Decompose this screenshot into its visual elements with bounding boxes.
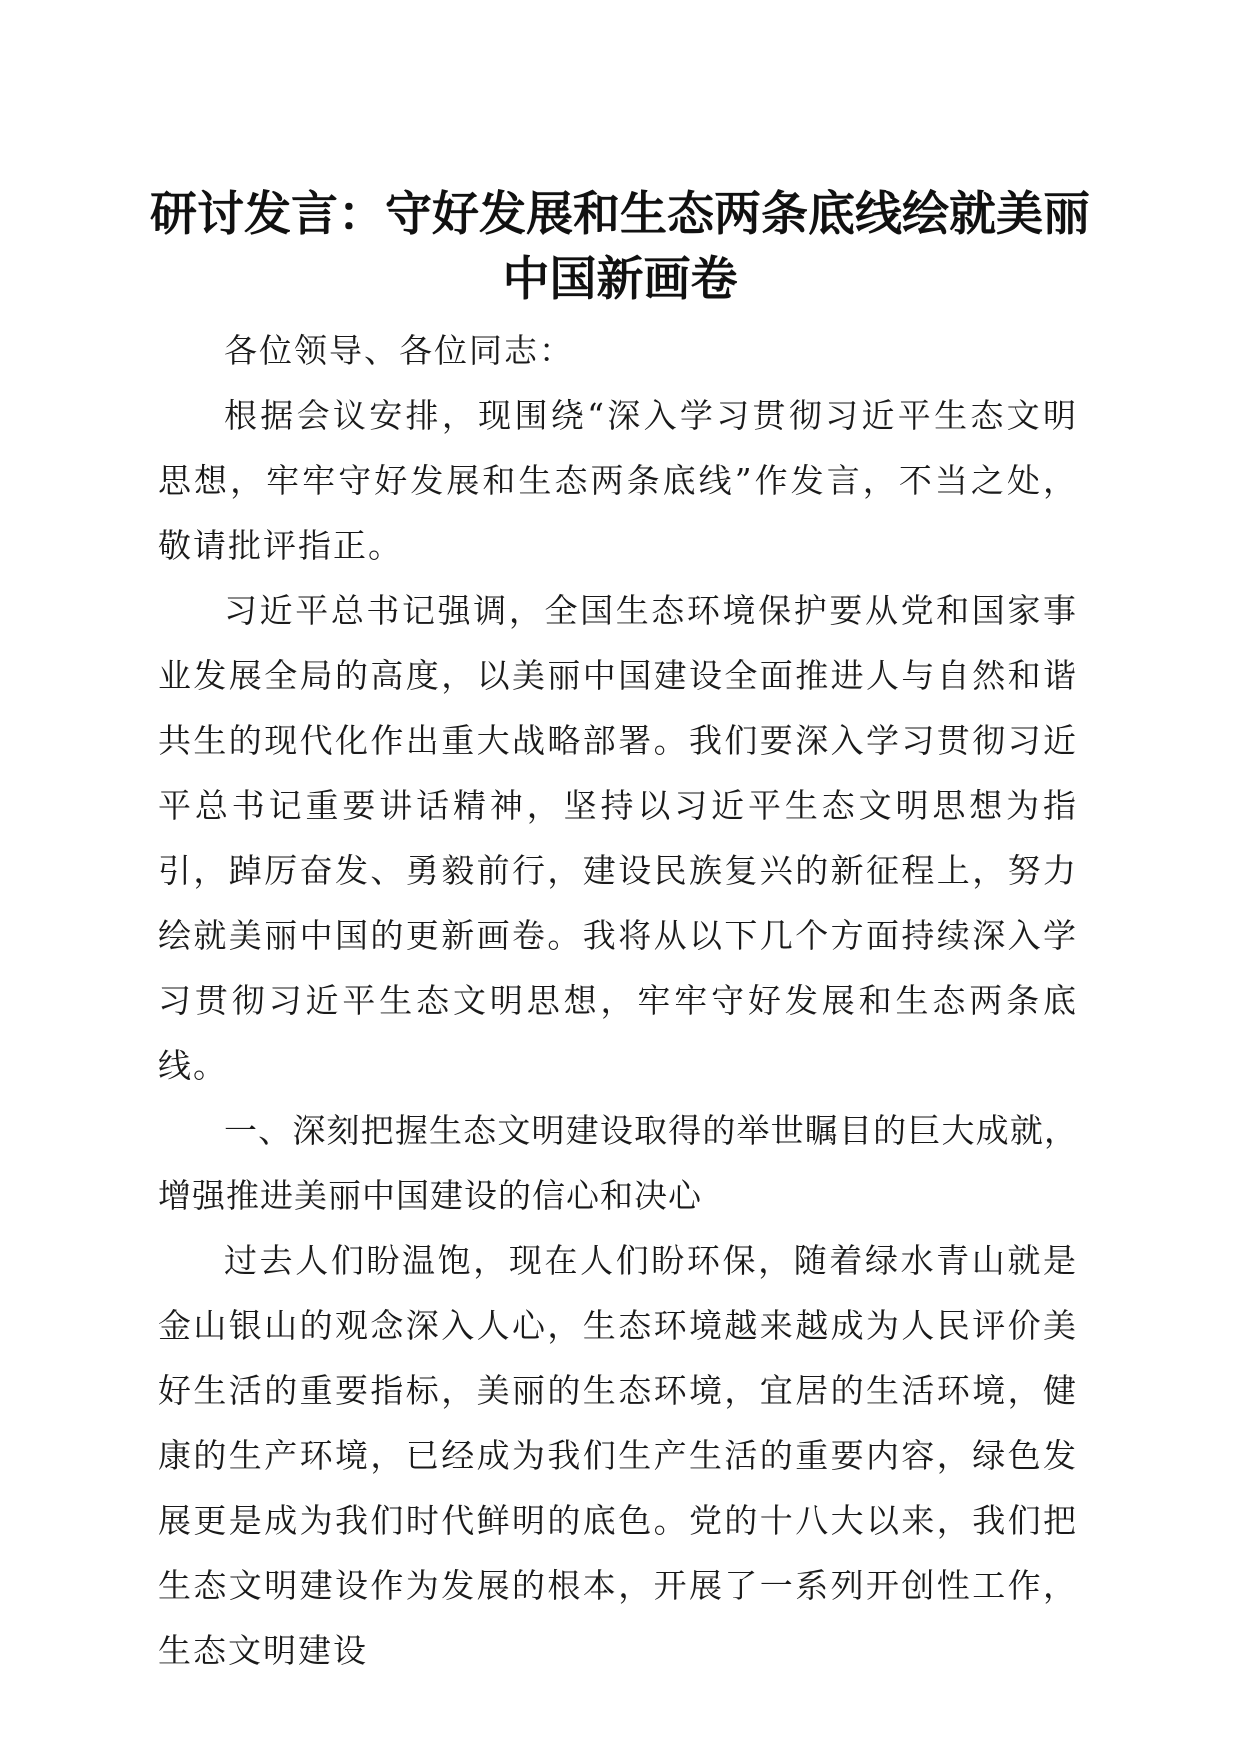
title-line-2: 中国新画卷 bbox=[502, 252, 738, 307]
document-title bbox=[150, 182, 1090, 312]
salutation: 各位领导、各位同志： bbox=[224, 331, 574, 370]
title-line-1: 研讨发言：守好发展和生态两条底线绘就美丽 bbox=[150, 187, 1090, 242]
paragraph-section-1: 过去人们盼温饱，现在人们盼环保，随着绿水青山就是金山银山的观念深入人心，生态环境越来越成为人民评价美好生活的重要指标，美丽的生态环境，宜居的生活环境，健康的生产环境，已经成为我们生产生活的重要内容，绿色发展更是成为我们时代鲜明的底色。党的十八大以来，我们把生态文明建设作为发展的根本，开展了一系列开创性工作，生态文明建设 bbox=[158, 1241, 1078, 1670]
document-body bbox=[158, 318, 1078, 1683]
paragraph-background: 习近平总书记强调，全国生态环境保护要从党和国家事业发展全局的高度，以美丽中国建设全面推进人与自然和谐共生的现代化作出重大战略部署。我们要深入学习贯彻习近平总书记重要讲话精神，坚持以习近平生态文明思想为指引，踔厉奋发、勇毅前行，建设民族复兴的新征程上，努力绘就美丽中国的更新画卷。我将从以下几个方面持续深入学习贯彻习近平生态文明思想，牢牢守好发展和生态两条底线。 bbox=[158, 591, 1078, 1085]
paragraph-intro: 根据会议安排，现围绕“深入学习贯彻习近平生态文明思想，牢牢守好发展和生态两条底线”作发言，不当之处，敬请批评指正。 bbox=[158, 396, 1078, 565]
section-heading-1: 一、深刻把握生态文明建设取得的举世瞩目的巨大成就，增强推进美丽中国建设的信心和决心 bbox=[158, 1111, 1078, 1215]
